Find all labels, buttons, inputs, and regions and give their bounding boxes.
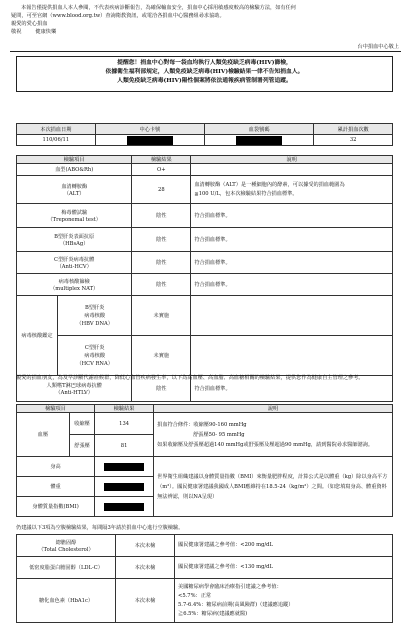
test-name: 血清轉胺酶 （ALT）	[17, 176, 132, 204]
blood-lipid-table	[16, 534, 393, 623]
systolic-label: 收縮壓	[70, 413, 95, 435]
test-desc: 符合捐血標準。	[191, 252, 393, 274]
lipid-desc: 國民健康署建議之參考值：<200 mg/dL	[175, 535, 393, 557]
card-number-redacted	[95, 135, 204, 146]
donation-summary-table	[16, 123, 393, 146]
header-result: 檢驗結果	[95, 405, 154, 413]
header-result: 檢驗結果	[132, 156, 191, 164]
lipid-desc: 國民健康署建議之參考值：<130 mg/dL	[175, 557, 393, 579]
nat-sub-result: 未實施	[132, 336, 191, 376]
test-result: 陰性	[132, 252, 191, 274]
intro-paragraph-2: 疑問，可至官網（www.blood.org.tw）查詢衛教資訊，或電洽各捐血中心醫務組尋求協助。	[11, 13, 225, 19]
intro-paragraph-1: 本報告僅提供捐血人本人參閱，不代表疾病診斷報告，為確保輸血安全，捐血中心採用敏感度較高的檢驗方法，如有任何	[21, 5, 296, 11]
lipid-desc: 美國糖尿病學會臨床治療指引建議之參考值： <5.7%：正常 5.7-6.4%：糖尿病前期(高風險群)（建議應追蹤） ≧6.5%：糖尿病(建議應就醫)	[175, 579, 393, 623]
nat-group-label: 病毒核酸鑑定	[17, 296, 58, 376]
height-label: 身高	[17, 457, 95, 477]
test-desc: 符合捐血標準。	[191, 204, 393, 228]
notice-line-3: 人類免疫缺乏病毒(HIV)陽性個案將依法通報疾病管制署列管追蹤。	[117, 78, 292, 84]
redaction-bar	[104, 463, 144, 471]
test-results-table	[16, 155, 393, 402]
weight-redacted	[95, 477, 154, 497]
diastolic-label: 舒張壓	[70, 435, 95, 457]
redaction-bar	[127, 136, 173, 145]
donation-date: 110/06/11	[17, 135, 96, 146]
notice-line-1: 提醒您！捐血中心對每一袋血均執行人類免疫缺乏病毒(HIV)篩檢，	[117, 60, 292, 66]
lipid-result: 本次未檢	[116, 557, 175, 579]
bp-desc-2: 舒張壓50- 95 mmHg	[193, 431, 245, 438]
lipid-name: 總膽固醇 （Total Cholesterol）	[17, 535, 116, 557]
bag-number-redacted	[204, 135, 313, 146]
fasting-note: 仍建議以下3項為空腹檢驗結果，每間隔3年請於捐血中心進行空腹檢驗。	[16, 525, 184, 531]
diastolic-value: 81	[95, 435, 154, 457]
test-name: 梅毒體試驗 （Treponemal test）	[17, 204, 132, 228]
height-redacted	[95, 457, 154, 477]
center-signature: 台中捐血中心敬上	[357, 44, 399, 50]
systolic-value: 134	[95, 413, 154, 435]
test-name: 人類嗜T淋巴球病毒抗體 （Anti-HTLV）	[17, 376, 132, 402]
bp-desc-1: 捐血符合條件：收縮壓90-160 mmHg	[157, 421, 247, 428]
salutation: 親愛的愛心捐血	[11, 21, 48, 27]
bmi-desc: 世界衛生組織建議以身體質量指數（BMI）來衡量肥胖程度，計算公式是以體重（kg）除以身高平方（m²）。國民健康署建議我國成人BMI應維持在18.5-24（kg/m²）之間。（如您填寫身高、體重資料無法辨認，則以NA呈現）	[154, 457, 393, 517]
header-card: 中心卡號	[95, 124, 204, 135]
divider	[10, 51, 401, 52]
donation-count: 32	[314, 135, 393, 146]
header-item: 檢驗項目	[17, 405, 95, 413]
test-name: C型肝炎病毒抗體 （Anti-HCV）	[17, 252, 132, 274]
header-desc: 說明	[191, 156, 393, 164]
lipid-result: 本次未檢	[116, 579, 175, 623]
test-result: 陰性	[132, 376, 191, 402]
test-desc: 血清轉胺酶（ALT）是一種細胞內的酵素，可以據受的捐血範圍為 ≦100 U/L，包本次檢驗結果符合捐血標準。	[191, 176, 393, 204]
test-result: 陰性	[132, 228, 191, 252]
test-name: B型肝炎表面抗原 （HBsAg）	[17, 228, 132, 252]
test-result: 28	[132, 176, 191, 204]
greeting-1: 敬祝	[11, 29, 22, 35]
health-metrics-table	[16, 404, 393, 517]
redaction-bar	[104, 483, 144, 491]
test-desc: 符合捐血標準。	[191, 274, 393, 296]
test-desc	[191, 164, 393, 176]
lipid-name: 低密度脂蛋白膽固醇（LDL-C）	[17, 557, 116, 579]
hiv-notice-box	[16, 56, 393, 92]
test-name: 血型(ABO&Rh)	[17, 164, 132, 176]
bmi-redacted	[95, 497, 154, 517]
bp-label: 血壓	[17, 413, 70, 457]
test-desc: 符合捐血標準。	[191, 228, 393, 252]
intro-text	[11, 4, 403, 36]
notice-line-2: 依據衛生福利部規定，人類免疫缺乏病毒(HIV)檢驗結果一律不告知捐血人。	[105, 69, 304, 75]
nat-sub-name: B型肝炎 病毒核酸 （HBV DNA）	[58, 296, 132, 336]
test-result: O+	[132, 164, 191, 176]
test-desc: 符合捐血標準。	[191, 376, 393, 402]
metabolic-note: 親愛的捐血朋友，為及早診斷代謝症候群，降低心血管疾病發生率，以下為高血壓、高血脂、高血糖相關的檢驗結果，提供您作為健康自主管理之參考。	[16, 375, 364, 381]
test-name: 病毒核酸篩檢 （multiplex NAT）	[17, 274, 132, 296]
redaction-bar	[104, 503, 144, 511]
nat-sub-name: C型肝炎 病毒核酸 （HCV RNA）	[58, 336, 132, 376]
test-result: 陰性	[132, 274, 191, 296]
header-date: 本次捐血日期	[17, 124, 96, 135]
header-bag: 血袋號碼	[204, 124, 313, 135]
header-item: 檢驗項目	[17, 156, 132, 164]
redaction-bar	[236, 136, 282, 145]
lipid-name: 糖化血色素（HbA1c）	[17, 579, 116, 623]
header-count: 累計捐血次數	[314, 124, 393, 135]
bmi-label: 身體質量指數(BMI)	[17, 497, 95, 517]
weight-label: 體重	[17, 477, 95, 497]
header-desc: 說明	[154, 405, 393, 413]
nat-sub-result: 未實施	[132, 296, 191, 336]
lipid-result: 本次未檢	[116, 535, 175, 557]
greeting-2: 健康快樂	[35, 29, 57, 35]
test-result: 陰性	[132, 204, 191, 228]
bp-desc	[154, 413, 393, 457]
bp-desc-3: 如果收縮壓及舒張壓超過140 mmHg或舒張壓及壓超過90 mmHg，請到醫院尋求醫師諮詢。	[157, 441, 374, 448]
